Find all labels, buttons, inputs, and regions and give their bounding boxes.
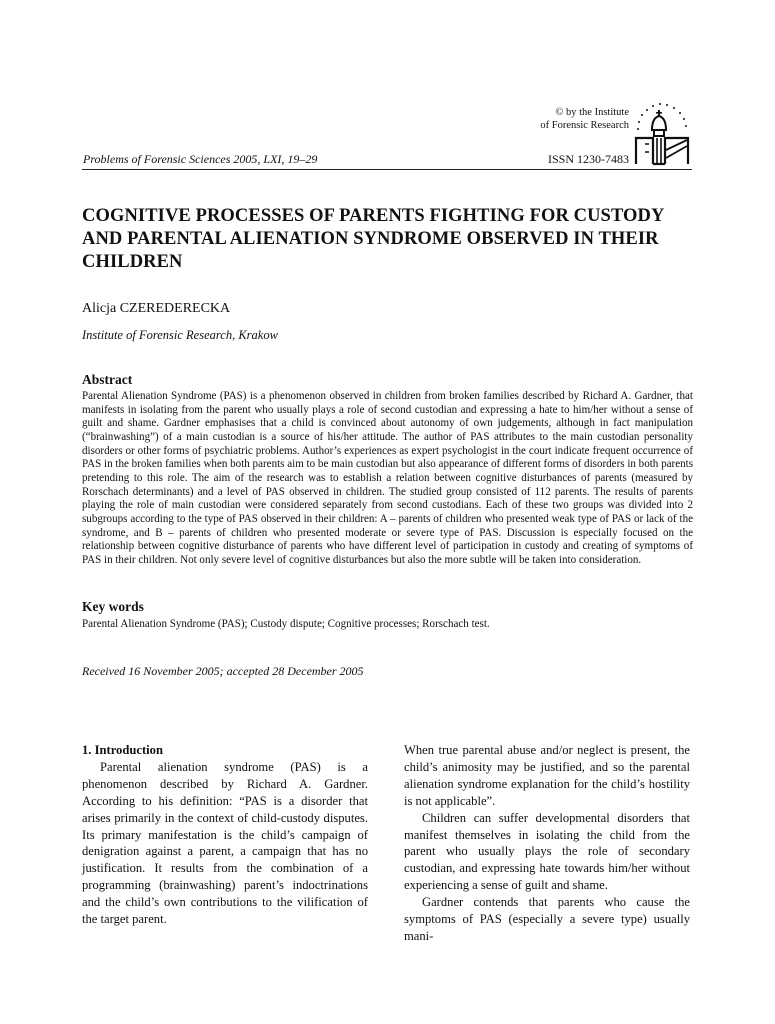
author-affiliation: Institute of Forensic Research, Krakow bbox=[82, 328, 278, 342]
body-paragraph: Gardner contends that parents who cause the symptoms of PAS (especially a severe type) usually mani- bbox=[404, 895, 690, 943]
body-column-left bbox=[82, 742, 368, 928]
header-divider bbox=[82, 169, 692, 170]
received-dates: Received 16 November 2005; accepted 28 December 2005 bbox=[82, 664, 364, 678]
copyright-line-1: © by the Institute bbox=[555, 107, 629, 118]
abstract-text: Parental Alienation Syndrome (PAS) is a phenomenon observed in children from broken families described by Richard A. Gardner, that manifests in isolating from the parent who usually plays a role of second custodian and expressing a hate to him/her without a sense of guilt and shame. Gardner emphasises that a child is convinced about autonomy of own judgements, although in fact manipulation (“brainwashing”) of a main custodian is a source of his/her attitude. The author of PAS attributes to the main custodian personality disorders or other forms of psychiatric problems. Author’s experiences as expert psychologist in the court indicate frequent occurrence of PAS in the broken families when both parents aim to be main custodian but also appearance of different forms of disorders in both parents pretending to this role. The aim of the research was to establish a relation between cognitive disturbances of parents (measured by Rorschach determinants) and a level of PAS observed in children. The studied group consisted of 112 parents. The results of parents playing the role of main custodian were considered separately from second custodians. Each of these two groups was divided into 2 subgroups according to the type of PAS observed in their children: A – parents of children who presented weak type of PAS or lack of the syndrome, and B – parents of children who presented moderate or severe type of PAS. Discussion is especially focused on the relationship between cognitive disturbance of parents who have different level of participation in custody and creating of symptoms of PAS in their children. Not only severe level of cognitive disturbances but also the more subtle will be taken into consideration. bbox=[82, 390, 693, 566]
keywords-heading: Key words bbox=[82, 599, 144, 614]
copyright-line-2: of Forensic Research bbox=[540, 120, 629, 131]
body-paragraph: Children can suffer developmental disorders that manifest themselves in isolating the child from the parent who usually plays the role of secondary custodian, and expressing hate towards him/her without experiencing a sense of guilt and shame. bbox=[404, 810, 690, 893]
institute-logo-icon bbox=[633, 100, 691, 166]
body-paragraph: When true parental abuse and/or neglect is present, the child’s animosity may be justified, and so the parental alienation syndrome explanation for the child’s hostility is not applicable”. bbox=[404, 743, 690, 808]
article-title: COGNITIVE PROCESSES OF PARENTS FIGHTING FOR CUSTODY AND PARENTAL ALIENATION SYNDROME OBSERVED IN THEIR CHILDREN bbox=[82, 206, 664, 272]
journal-citation: Problems of Forensic Sciences 2005, LXI, 19–29 bbox=[83, 152, 318, 166]
abstract-heading: Abstract bbox=[82, 372, 133, 387]
keywords-text: Parental Alienation Syndrome (PAS); Custody dispute; Cognitive processes; Rorschach test. bbox=[82, 618, 490, 630]
section-heading: 1. Introduction bbox=[82, 743, 163, 757]
author-name: Alicja CZEREDERECKA bbox=[82, 301, 231, 316]
issn: ISSN 1230-7483 bbox=[547, 152, 629, 166]
body-paragraph: Parental alienation syndrome (PAS) is a phenomenon described by Richard A. Gardner. According to his definition: “PAS is a disorder that arises primarily in the context of child-custody disputes. Its primary manifestation is the child’s campaign of denigration against a parent, a campaign that has no justification. It results from the combination of a programming (brainwashing) parent’s indoctrinations and the child’s own contributions to the vilification of the target parent. bbox=[82, 759, 368, 927]
copyright-notice bbox=[429, 106, 629, 132]
body-column-right bbox=[404, 742, 690, 945]
